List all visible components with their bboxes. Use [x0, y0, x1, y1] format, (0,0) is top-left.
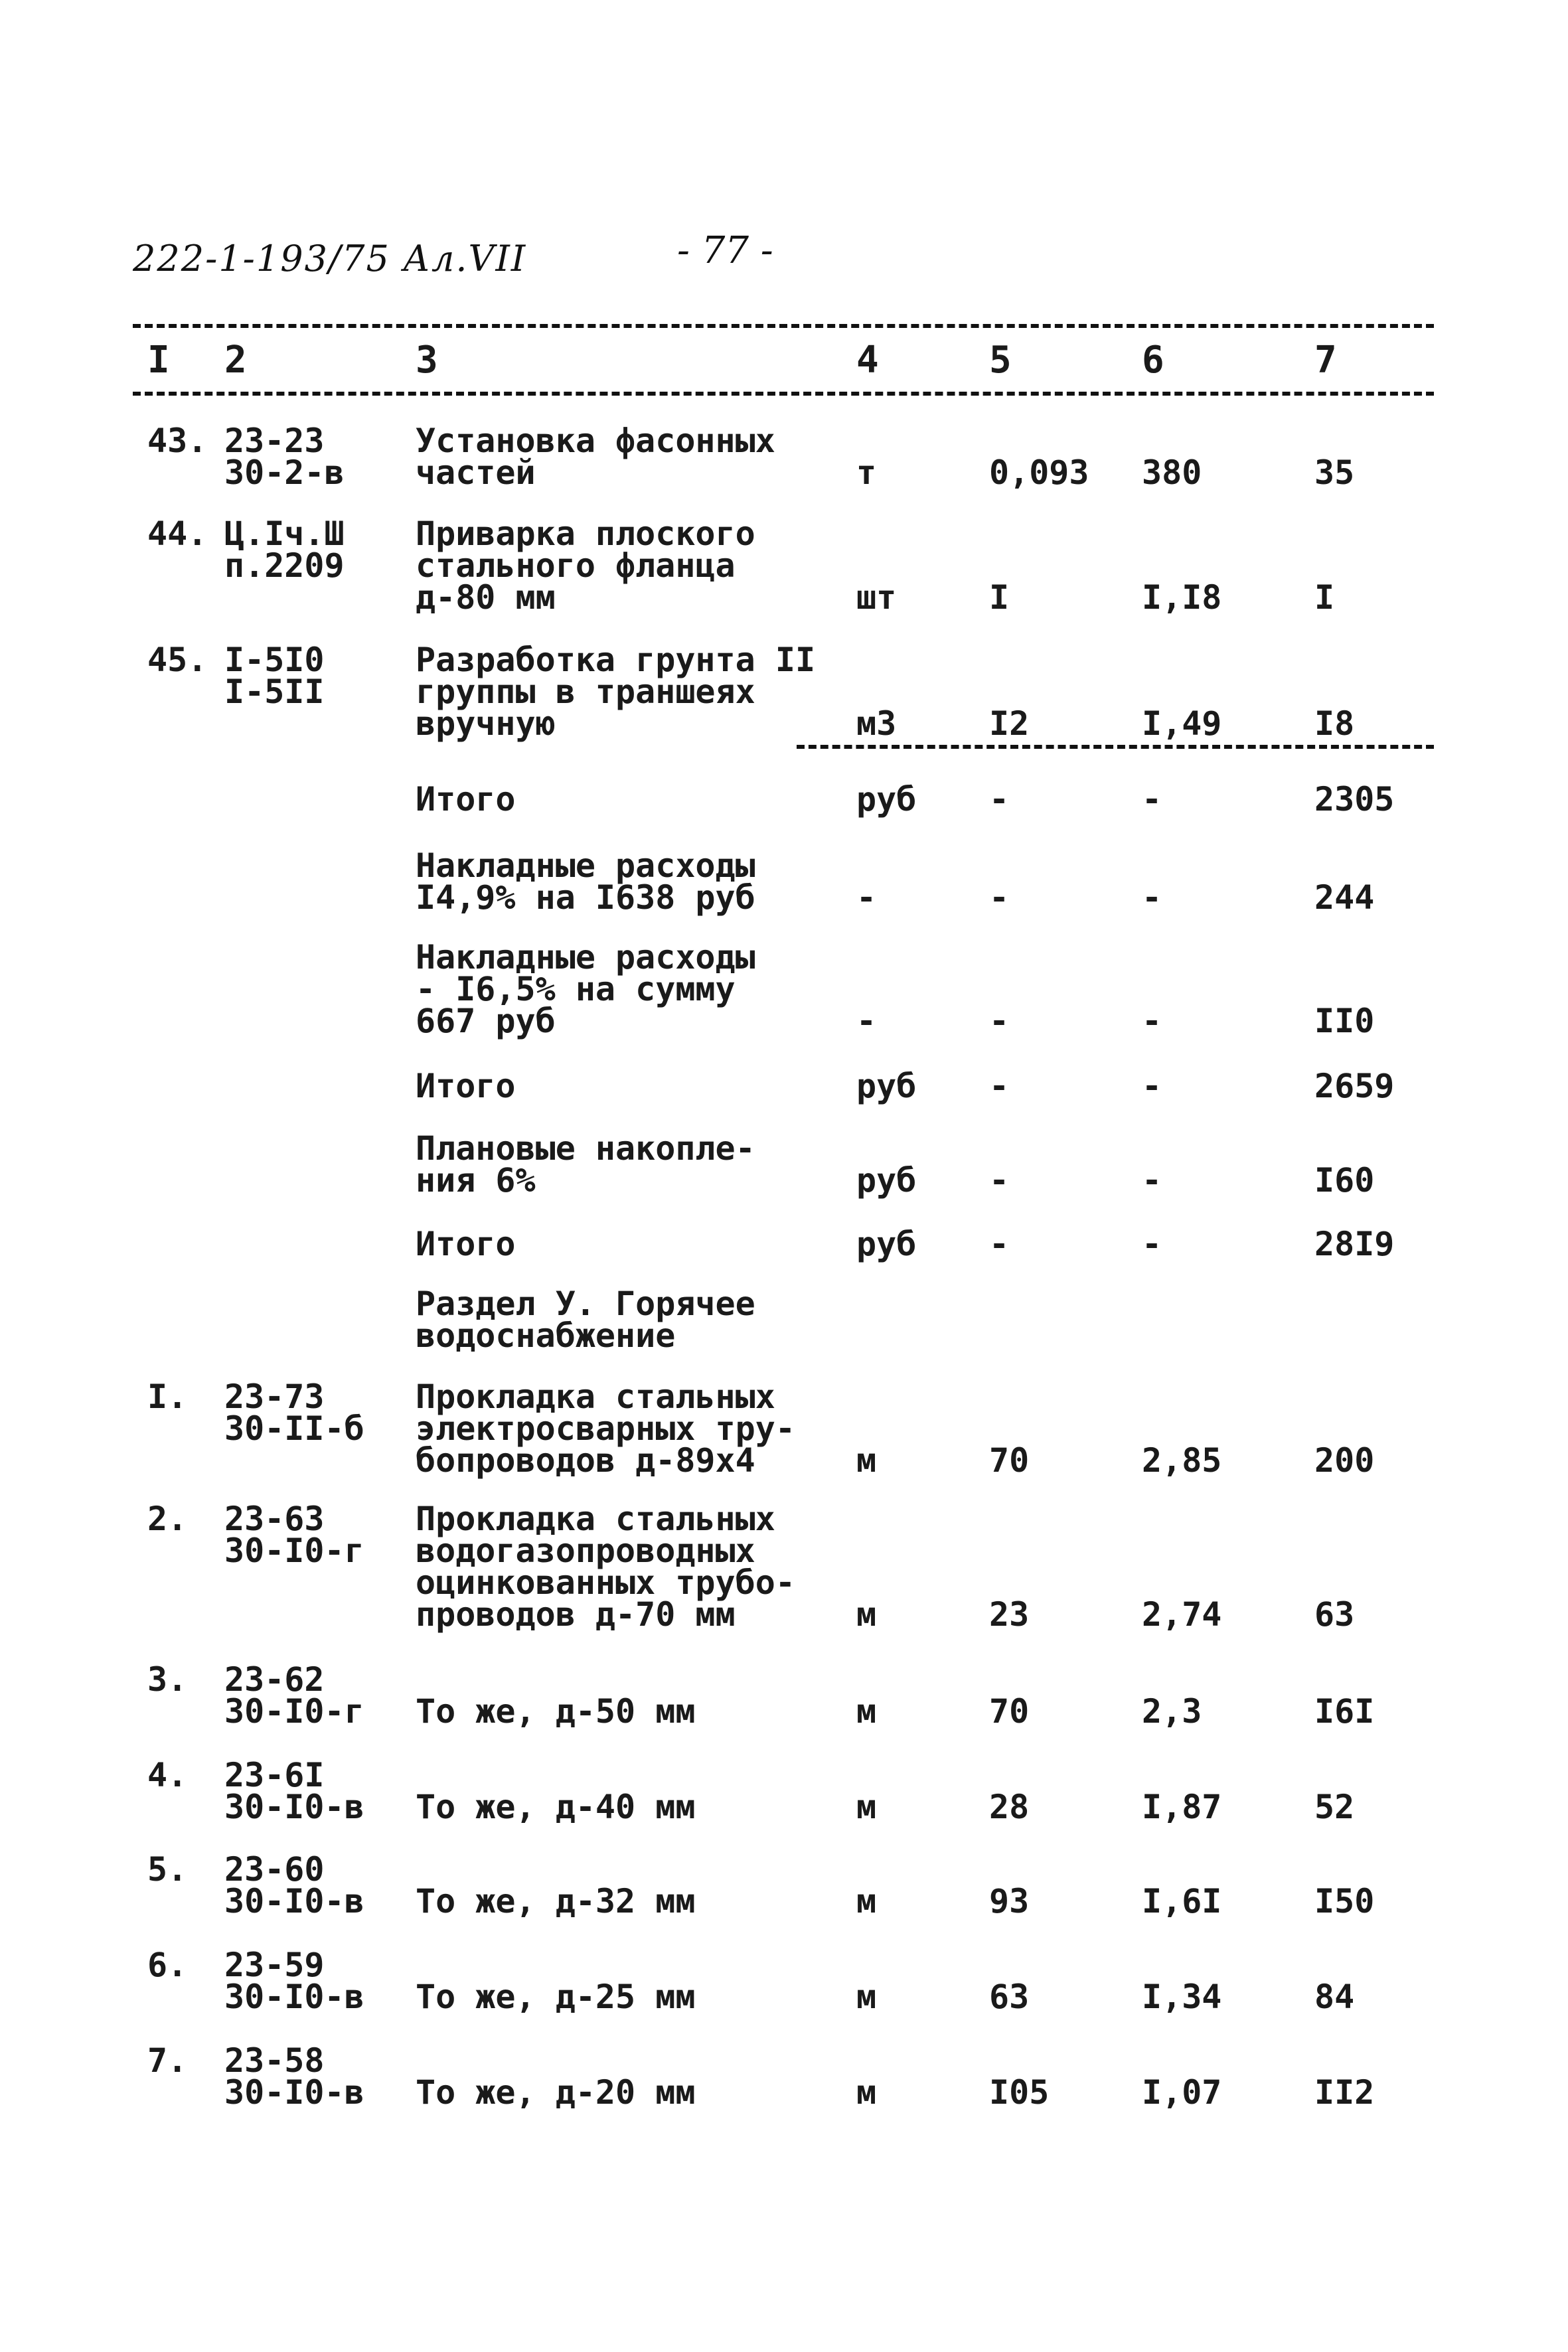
total-cost: I8: [1314, 704, 1355, 743]
work-description: То же, д-32 мм: [416, 1882, 696, 1921]
unit-price: 2,3: [1142, 1692, 1202, 1731]
total-cost: I6I: [1314, 1692, 1375, 1731]
unit: м: [856, 1441, 877, 1480]
column-header-1: I: [147, 339, 170, 382]
unit: м: [856, 1595, 877, 1634]
row-label: Итого: [416, 780, 516, 819]
document-code: 222-1-193/75 Ал.VII: [133, 238, 527, 279]
row-label: Итого: [416, 1067, 516, 1105]
row-number: 3.: [147, 1660, 188, 1699]
total-cost: I50: [1314, 1882, 1375, 1921]
quantity: -: [989, 780, 1010, 819]
quantity: 28: [989, 1788, 1030, 1826]
quantity: -: [989, 1067, 1010, 1105]
total-cost: I60: [1314, 1161, 1375, 1200]
unit: м: [856, 1978, 877, 2016]
unit: м: [856, 1882, 877, 1921]
table-top-rule: [133, 324, 1434, 328]
unit: руб: [856, 780, 917, 819]
quantity: 70: [989, 1441, 1030, 1480]
unit-price: 2,74: [1142, 1595, 1222, 1634]
quantity: I2: [989, 704, 1030, 743]
quantity: -: [989, 1161, 1010, 1200]
unit-price: -: [1142, 780, 1162, 819]
work-description: Приварка плоского стального фланца д-80 мм: [416, 514, 755, 617]
unit: м: [856, 2073, 877, 2112]
unit-price: I,I8: [1142, 578, 1222, 617]
column-header-7: 7: [1314, 339, 1337, 382]
work-description: Прокладка стальных электросварных тру- бопроводов д-89х4: [416, 1377, 795, 1480]
row-number: 2.: [147, 1500, 188, 1538]
column-header-3: 3: [416, 339, 438, 382]
work-description: То же, д-25 мм: [416, 1978, 696, 2016]
unit-price: -: [1142, 1225, 1162, 1263]
subtotal-rule: [797, 745, 1434, 749]
unit-price: -: [1142, 878, 1162, 917]
work-description: Разработка грунта II группы в траншеях вручную: [416, 641, 816, 743]
column-header-4: 4: [856, 339, 879, 382]
unit: -: [856, 878, 877, 917]
total-cost: II0: [1314, 1002, 1375, 1040]
row-label: Итого: [416, 1225, 516, 1263]
column-header-6: 6: [1142, 339, 1164, 382]
rate-code: 23-59 30-I0-в: [224, 1946, 364, 2016]
work-description: То же, д-50 мм: [416, 1692, 696, 1731]
unit: -: [856, 1002, 877, 1040]
row-number: 4.: [147, 1756, 188, 1794]
unit-price: 2,85: [1142, 1441, 1222, 1480]
quantity: 93: [989, 1882, 1030, 1921]
section-title: Раздел У. Горячее водоснабжение: [416, 1285, 755, 1355]
quantity: 63: [989, 1978, 1030, 2016]
row-number: 45.: [147, 641, 208, 679]
quantity: -: [989, 1225, 1010, 1263]
quantity: -: [989, 1002, 1010, 1040]
total-cost: 2659: [1314, 1067, 1395, 1105]
unit: руб: [856, 1225, 917, 1263]
quantity: I: [989, 578, 1010, 617]
total-cost: 28I9: [1314, 1225, 1395, 1263]
unit: руб: [856, 1067, 917, 1105]
rate-code: I-5I0 I-5II: [224, 641, 325, 711]
unit-price: 380: [1142, 453, 1202, 492]
unit-price: I,87: [1142, 1788, 1222, 1826]
unit-price: I,34: [1142, 1978, 1222, 2016]
unit-price: -: [1142, 1067, 1162, 1105]
unit: м: [856, 1788, 877, 1826]
quantity: 23: [989, 1595, 1030, 1634]
quantity: 70: [989, 1692, 1030, 1731]
unit-price: -: [1142, 1161, 1162, 1200]
row-number: 5.: [147, 1850, 188, 1889]
unit-price: -: [1142, 1002, 1162, 1040]
rate-code: 23-73 30-II-б: [224, 1377, 364, 1448]
row-number: 6.: [147, 1946, 188, 1984]
unit: м: [856, 1692, 877, 1731]
column-header-5: 5: [989, 339, 1012, 382]
unit-price: I,49: [1142, 704, 1222, 743]
page-number: - 77 -: [677, 229, 773, 272]
row-number: 44.: [147, 514, 208, 553]
unit: м3: [856, 704, 897, 743]
header-bottom-rule: [133, 392, 1434, 396]
quantity: I05: [989, 2073, 1050, 2112]
row-number: 7.: [147, 2041, 188, 2080]
unit-price: I,07: [1142, 2073, 1222, 2112]
work-description: Прокладка стальных водогазопроводных оцинкованных трубо- проводов д-70 мм: [416, 1500, 795, 1634]
total-cost: 52: [1314, 1788, 1355, 1826]
rate-code: 23-63 30-I0-г: [224, 1500, 364, 1570]
rate-code: 23-60 30-I0-в: [224, 1850, 364, 1921]
total-cost: 244: [1314, 878, 1375, 917]
row-label: Накладные расходы I4,9% на I638 руб: [416, 846, 755, 917]
unit-price: I,6I: [1142, 1882, 1222, 1921]
rate-code: Ц.Iч.Ш п.2209: [224, 514, 345, 585]
quantity: 0,093: [989, 453, 1089, 492]
rate-code: 23-6I 30-I0-в: [224, 1756, 364, 1826]
unit: руб: [856, 1161, 917, 1200]
total-cost: I: [1314, 578, 1335, 617]
work-description: То же, д-20 мм: [416, 2073, 696, 2112]
rate-code: 23-62 30-I0-г: [224, 1660, 364, 1731]
total-cost: 63: [1314, 1595, 1355, 1634]
rate-code: 23-58 30-I0-в: [224, 2041, 364, 2112]
work-description: Установка фасонных частей: [416, 422, 775, 492]
rate-code: 23-23 30-2-в: [224, 422, 345, 492]
total-cost: 35: [1314, 453, 1355, 492]
total-cost: II2: [1314, 2073, 1375, 2112]
total-cost: 84: [1314, 1978, 1355, 2016]
row-label: Накладные расходы - I6,5% на сумму 667 руб: [416, 938, 755, 1040]
row-number: 43.: [147, 422, 208, 460]
quantity: -: [989, 878, 1010, 917]
row-label: Плановые накопле- ния 6%: [416, 1129, 755, 1200]
column-header-2: 2: [224, 339, 247, 382]
work-description: То же, д-40 мм: [416, 1788, 696, 1826]
unit: шт: [856, 578, 897, 617]
row-number: I.: [147, 1377, 188, 1416]
total-cost: 2305: [1314, 780, 1395, 819]
unit: т: [856, 453, 877, 492]
total-cost: 200: [1314, 1441, 1375, 1480]
